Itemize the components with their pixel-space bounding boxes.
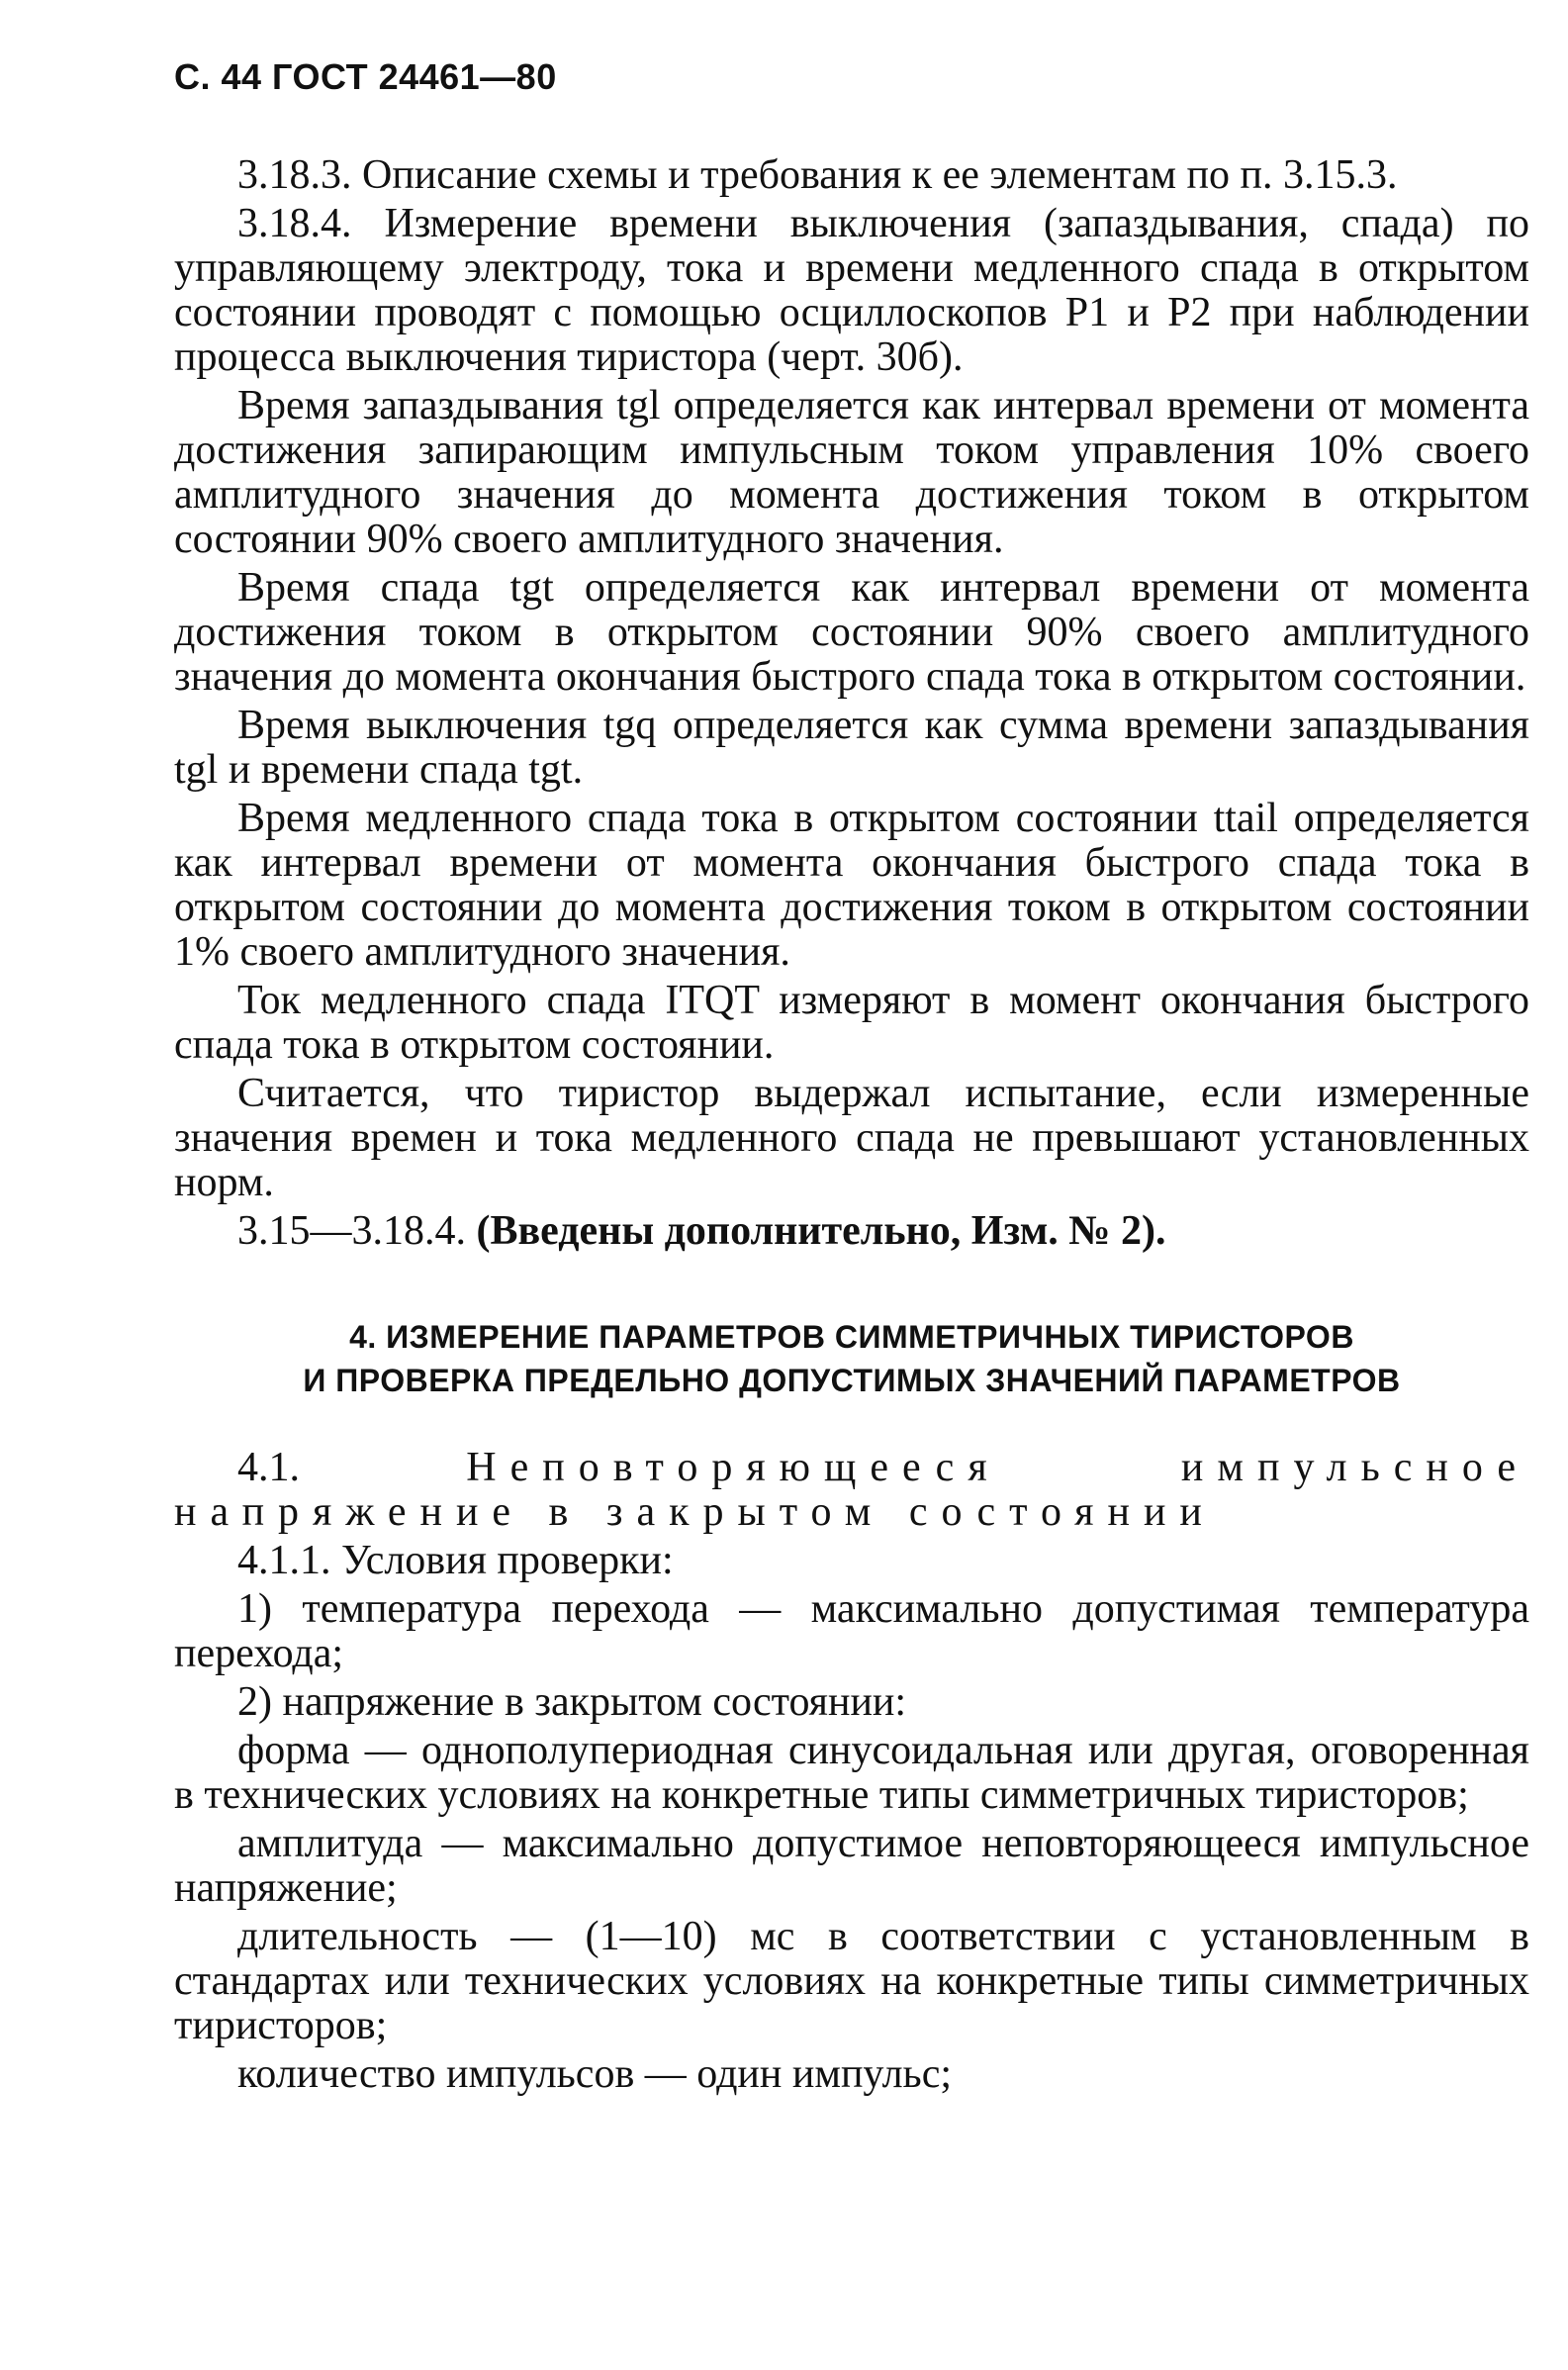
list-item: 1) температура перехода — максимально допустимая температура перехода; <box>174 1586 1529 1676</box>
paragraph: Время спада tgt определяется как интервал времени от момента достижения током в открытом состоянии 90% своего амплитудного значения до момента окончания быстрого спада тока в открытом состоянии. <box>174 565 1529 700</box>
paragraph: Время запаздывания tgl определяется как интервал времени от момента достижения запирающим импульсным током управления 10% своего амплитудного значения до момента достижения током в открытом состоянии 90% своего амплитудного значения. <box>174 383 1529 562</box>
document-page <box>174 57 1529 2101</box>
paragraph: 3.18.3. Описание схемы и требования к ее элементам по п. 3.15.3. <box>237 152 1398 198</box>
list-item: 2) напряжение в закрытом состоянии: <box>237 1679 907 1725</box>
bottom-paragraphs <box>174 1446 1529 2101</box>
section-title-line: 4. ИЗМЕРЕНИЕ ПАРАМЕТРОВ СИММЕТРИЧНЫХ ТИРИСТОРОВ <box>349 1319 1354 1355</box>
paragraph: Ток медленного спада ITQT измеряют в момент окончания быстрого спада тока в открытом состоянии. <box>174 978 1529 1068</box>
paragraph: длительность — (1—10) мс в соответствии с установленным в стандартах или технических условиях на конкретные типы симметричных тиристоров; <box>174 1914 1529 2048</box>
paragraph: форма — однополупериодная синусоидальная или другая, оговоренная в технических условиях на конкретные типы симметричных тиристоров; <box>174 1728 1529 1818</box>
paragraph: количество импульсов — один импульс; <box>237 2051 952 2097</box>
section-title <box>174 1315 1529 1402</box>
section-title-line: И ПРОВЕРКА ПРЕДЕЛЬНО ДОПУСТИМЫХ ЗНАЧЕНИЙ ПАРАМЕТРОВ <box>303 1363 1401 1398</box>
paragraph: 3.18.4. Измерение времени выключения (запаздывания, спада) по управляющему электроду, тока и времени медленного спада в открытом состоянии проводят с помощью осциллоскопов Р1 и Р2 при наблюдении процесса выключения тиристора (черт. 30б). <box>174 201 1529 380</box>
subsection-number: 4.1. <box>237 1445 300 1490</box>
amendment-note <box>174 1209 1529 1254</box>
amendment-ref: 3.15—3.18.4. <box>237 1208 466 1254</box>
amendment-text: (Введены дополнительно, Изм. № 2). <box>476 1208 1166 1254</box>
paragraph: Время медленного спада тока в открытом состоянии ttail определяется как интервал времени от момента окончания быстрого спада тока в открытом состоянии до момента достижения током в открытом состоянии 1% своего амплитудного значения. <box>174 796 1529 975</box>
paragraph: амплитуда — максимально допустимое неповторяющееся импульсное напряжение; <box>174 1821 1529 1911</box>
paragraph: 4.1.1. Условия проверки: <box>237 1538 674 1583</box>
subsection-title: Неповторяющееся импульсное напряжение в закрытом состоянии <box>174 1445 1529 1535</box>
subsection-heading <box>174 1446 1529 1535</box>
top-paragraphs <box>174 153 1529 1258</box>
paragraph: Считается, что тиристор выдержал испытание, если измеренные значения времен и тока медленного спада не превышают установленных норм. <box>174 1071 1529 1205</box>
page-header: С. 44 ГОСТ 24461—80 <box>174 56 557 97</box>
paragraph: Время выключения tgq определяется как сумма времени запаздывания tgl и времени спада tgt. <box>174 703 1529 793</box>
